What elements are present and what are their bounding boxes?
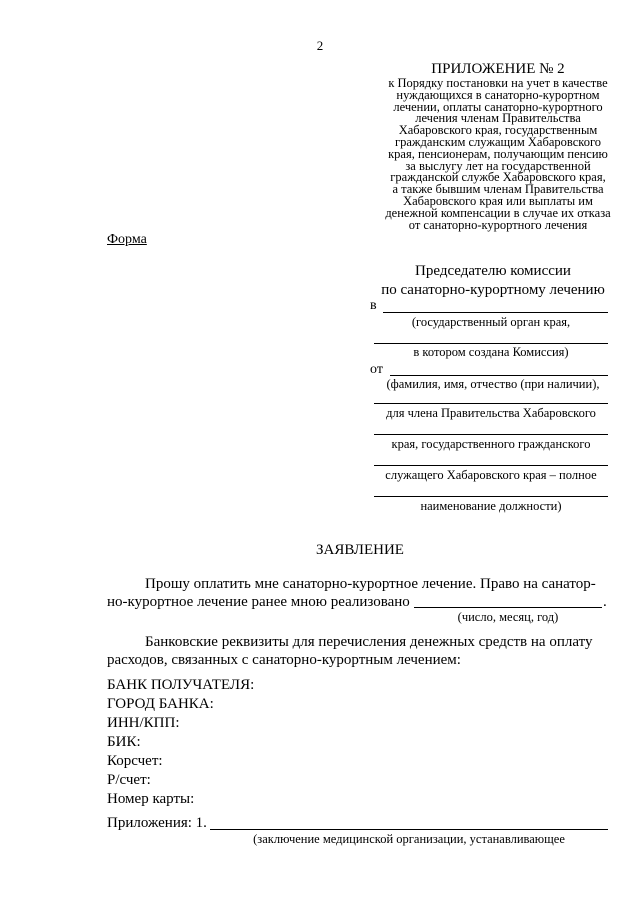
appendix-line: а также бывшим членам Правительства — [392, 182, 604, 197]
organ-input-line-2[interactable] — [374, 343, 608, 344]
appendix-line: к Порядку постановки на учет в качестве — [388, 76, 608, 90]
appendix-line: от санаторно-курортного лечения — [408, 217, 588, 232]
from-prefix: от — [370, 362, 383, 377]
statement-title: ЗАЯВЛЕНИЕ — [316, 542, 404, 558]
period: . — [603, 594, 607, 610]
bank-field-corr-account: Корсчет: — [107, 753, 163, 769]
organ-hint: (государственный орган края, — [411, 315, 571, 329]
position-input-line-4[interactable] — [374, 496, 608, 497]
bank-field-inn-kpp: ИНН/КПП: — [107, 715, 180, 731]
bank-field-card-number: Номер карты: — [107, 791, 195, 807]
addressee-block — [362, 262, 624, 300]
appendix-description — [378, 78, 618, 231]
date-hint: (число, месяц, год) — [457, 610, 559, 624]
form-label: Форма — [107, 232, 147, 247]
in-prefix: в — [370, 298, 377, 313]
statement-para-1-line-1: Прошу оплатить мне санаторно-курортное лечение. Право на санатор- — [145, 576, 596, 592]
appendix-line: лечении, оплаты санаторно-курортного — [393, 99, 603, 114]
appendix-line: гражданской службе Хабаровского края, — [390, 170, 606, 185]
appendix-line: нуждающихся в санаторно-курортном — [396, 87, 600, 102]
appendix-line: Хабаровского края, государственным — [398, 123, 598, 138]
position-hint-2: края, государственного гражданского — [391, 437, 591, 451]
bank-field-bik: БИК: — [107, 734, 141, 750]
addressee-line: Председателю комиссии — [415, 263, 571, 279]
attachment-hint: (заключение медицинской организации, устанавливающее — [253, 832, 565, 846]
attachment-input-line[interactable] — [210, 829, 608, 830]
bank-field-bank-city: ГОРОД БАНКА: — [107, 696, 214, 712]
page-number: 2 — [316, 38, 324, 53]
organ-hint-2: в котором создана Комиссия) — [413, 345, 569, 359]
statement-para-1-line-2: но-курортное лечение ранее мною реализовано — [107, 594, 410, 610]
statement-para-2-line-2: расходов, связанных с санаторно-курортным лечением: — [107, 652, 461, 668]
appendix-line: денежной компенсации в случае их отказа — [385, 205, 611, 220]
name-input-line[interactable] — [390, 375, 608, 376]
appendix-line: Хабаровского края или выплаты им — [403, 193, 593, 208]
addressee-line: по санаторно-курортному лечению — [381, 282, 605, 298]
appendix-line: гражданским служащим Хабаровского — [394, 134, 602, 149]
position-input-line-3[interactable] — [374, 465, 608, 466]
name-hint: (фамилия, имя, отчество (при наличии), — [386, 377, 600, 391]
statement-para-2-line-1: Банковские реквизиты для перечисления денежных средств на оплату — [145, 634, 593, 650]
position-input-line-2[interactable] — [374, 434, 608, 435]
appendix-title: ПРИЛОЖЕНИЕ № 2 — [431, 61, 565, 77]
attachments-label: Приложения: 1. — [107, 815, 207, 831]
appendix-line: за выслугу лет на государственной — [405, 158, 591, 173]
bank-field-account: Р/счет: — [107, 772, 151, 788]
appendix-line: края, пенсионерам, получающим пенсию — [388, 146, 608, 161]
organ-input-line[interactable] — [383, 312, 608, 313]
appendix-line: лечения членам Правительства — [415, 111, 581, 126]
position-hint-3: служащего Хабаровского края – полное — [385, 468, 597, 482]
position-input-line-1[interactable] — [374, 403, 608, 404]
bank-field-recipient-bank: БАНК ПОЛУЧАТЕЛЯ: — [107, 677, 255, 693]
date-input-line[interactable] — [414, 607, 602, 608]
position-hint-4: наименование должности) — [420, 499, 562, 513]
position-hint-1: для члена Правительства Хабаровского — [386, 406, 596, 420]
